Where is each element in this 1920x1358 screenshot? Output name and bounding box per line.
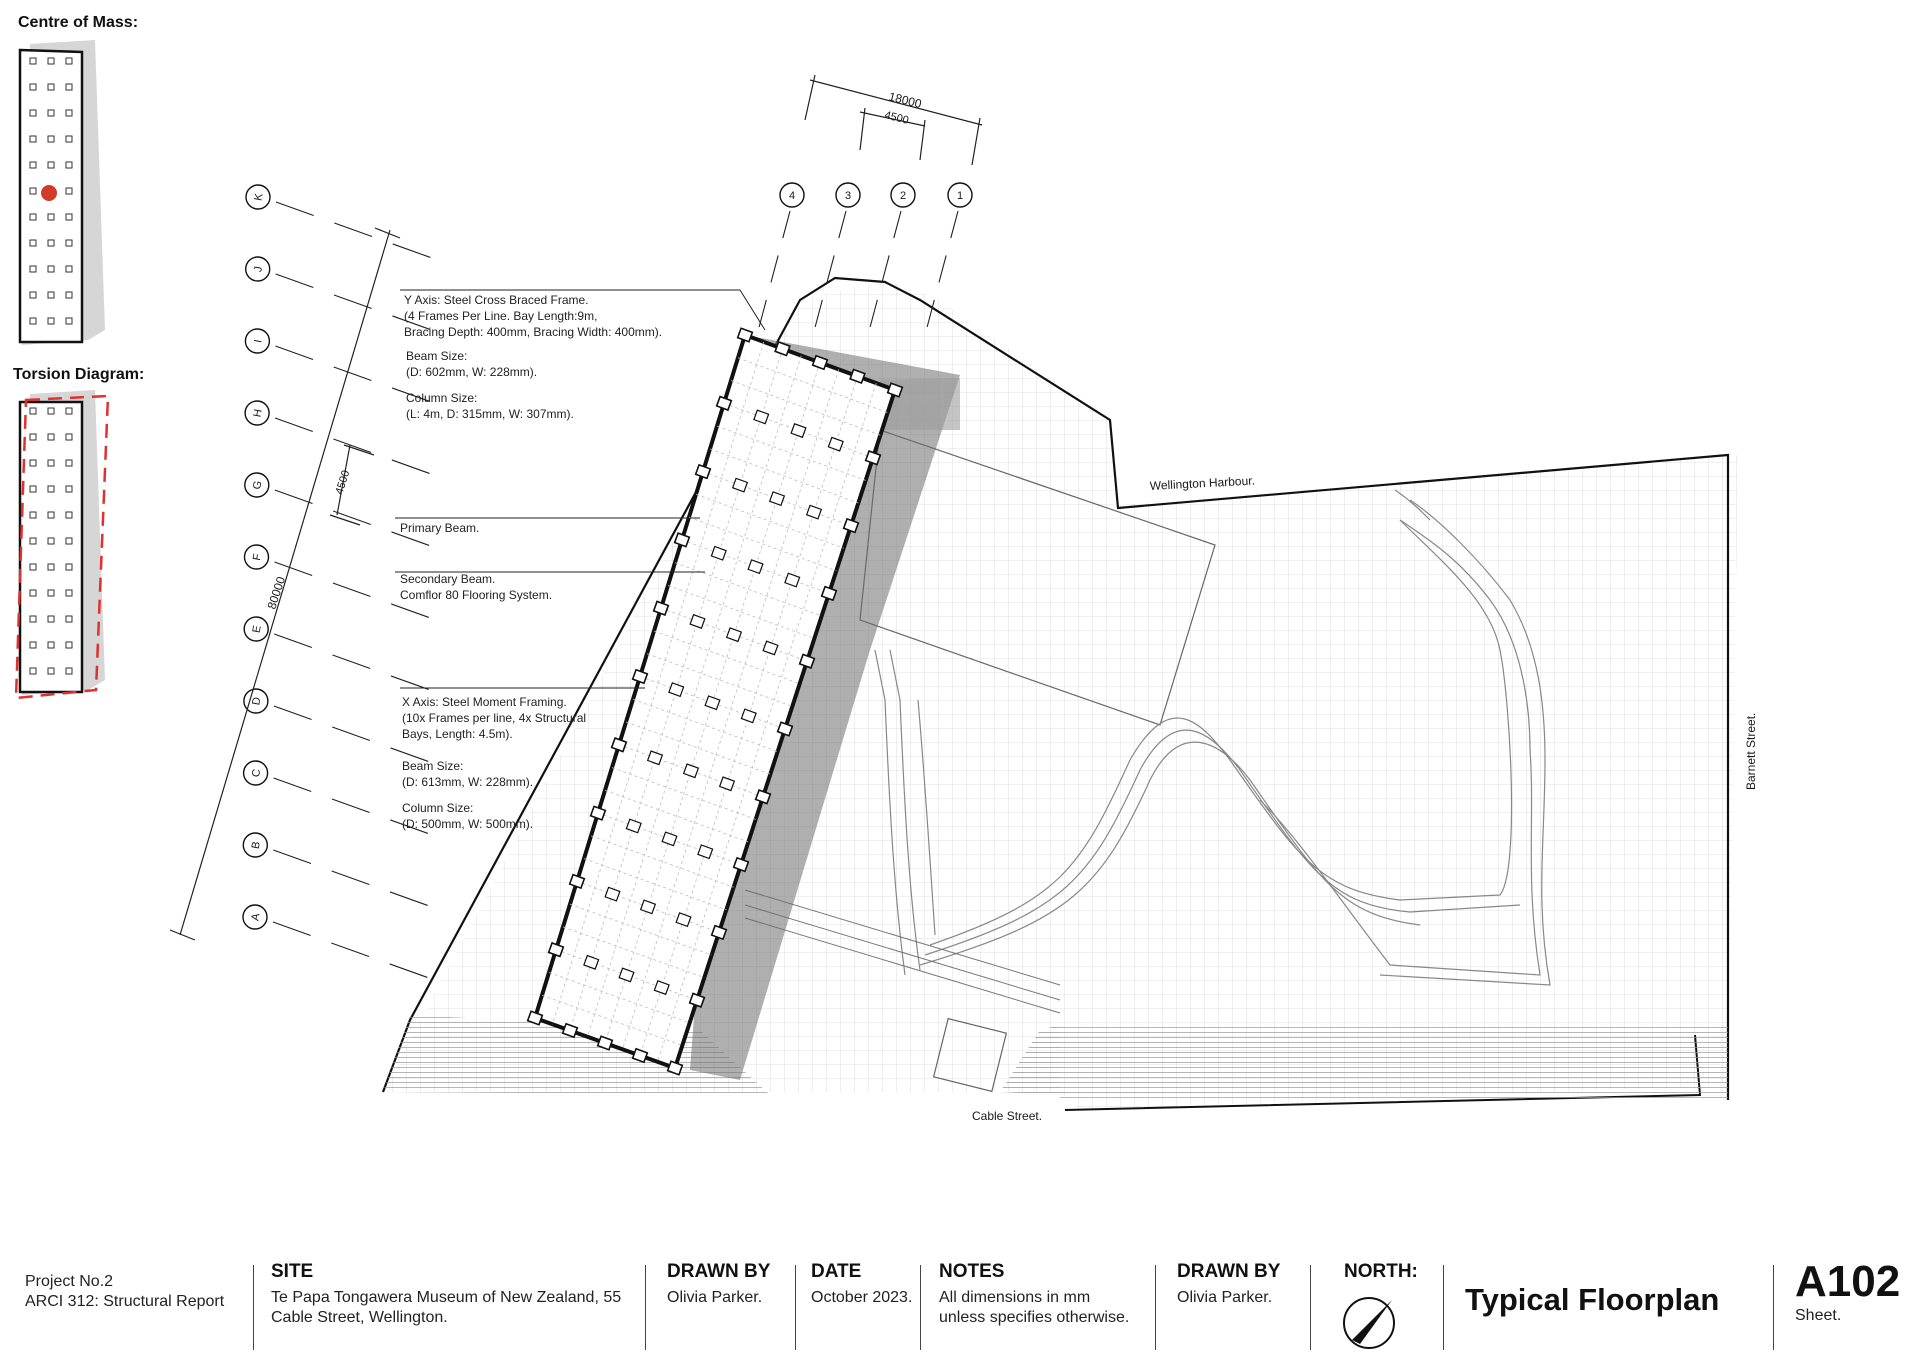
- tb-drawn-by-2: DRAWN BY Olivia Parker.: [1177, 1261, 1281, 1306]
- grid-dot: [30, 214, 36, 220]
- grid-letter-C: C: [249, 768, 264, 779]
- grid-dot: [66, 214, 72, 220]
- grid-number-2: 2: [899, 190, 907, 202]
- grid-dot: [30, 486, 36, 492]
- grid-letter-F: F: [250, 552, 264, 562]
- grid-dot: [30, 58, 36, 64]
- grid-letter-E: E: [250, 624, 264, 634]
- grid-letter-H: H: [251, 408, 265, 419]
- grid-dot: [30, 512, 36, 518]
- torsion-diagram-inset: [16, 390, 108, 698]
- grid-dot: [66, 408, 72, 414]
- grid-dot: [66, 162, 72, 168]
- note-column-size-1: Column Size: (L: 4m, D: 315mm, W: 307mm).: [406, 391, 574, 421]
- grid-dot: [30, 292, 36, 298]
- grid-dot: [48, 58, 54, 64]
- grid-dot: [30, 538, 36, 544]
- note-column-size-2: Column Size: (D: 500mm, W: 500mm).: [402, 801, 534, 831]
- dim-80000: 80000: [264, 574, 289, 611]
- grid-dot: [66, 616, 72, 622]
- grid-letter-B: B: [249, 840, 263, 850]
- grid-dot: [66, 318, 72, 324]
- grid-dot: [30, 564, 36, 570]
- grid-letter-G: G: [251, 479, 265, 491]
- grid-dot: [48, 616, 54, 622]
- grid-dot: [30, 240, 36, 246]
- grid-letter-I: I: [252, 338, 265, 344]
- centre-of-mass-marker: [41, 185, 57, 201]
- grid-letter-D: D: [250, 696, 264, 707]
- grid-dot: [48, 486, 54, 492]
- grid-dot: [66, 434, 72, 440]
- dim-4500-side: 4500: [333, 468, 353, 496]
- tb-drawn-by: DRAWN BY Olivia Parker.: [667, 1261, 771, 1306]
- grid-dot: [66, 460, 72, 466]
- grid-dot: [48, 136, 54, 142]
- grid-dot: [30, 408, 36, 414]
- tb-date: DATE October 2023.: [811, 1261, 913, 1306]
- note-secondary-beam: Secondary Beam. Comflor 80 Flooring System.: [400, 572, 553, 602]
- grid-number-4: 4: [788, 190, 796, 202]
- label-wellington-harbour: Wellington Harbour.: [1149, 473, 1256, 493]
- grid-dot: [48, 512, 54, 518]
- grid-dot: [48, 434, 54, 440]
- grid-letter-A: A: [249, 912, 263, 922]
- label-barnett-street: Barnett Street.: [1744, 712, 1758, 790]
- grid-dot: [66, 136, 72, 142]
- grid-dot: [48, 162, 54, 168]
- grid-dot: [48, 642, 54, 648]
- grid-dot: [48, 460, 54, 466]
- grid-dot: [66, 642, 72, 648]
- grid-dot: [48, 240, 54, 246]
- grid-dot: [48, 84, 54, 90]
- grid-dot: [66, 84, 72, 90]
- north-arrow-icon: [1344, 1298, 1394, 1348]
- centre-of-mass-inset: [20, 40, 105, 345]
- note-x-axis: X Axis: Steel Moment Framing. (10x Frames per line, 4x Structural Bays, Length: 4.5m).: [402, 695, 587, 741]
- dim-4500-top: 4500: [883, 109, 910, 127]
- grid-dot: [48, 590, 54, 596]
- grid-dot: [48, 318, 54, 324]
- grid-number-3: 3: [844, 190, 852, 202]
- grid-dot: [48, 214, 54, 220]
- tb-site: SITE Te Papa Tongawera Museum of New Zealand, 55 Cable Street, Wellington.: [271, 1261, 622, 1326]
- grid-dot: [30, 136, 36, 142]
- tb-sheet-title: Typical Floorplan: [1465, 1282, 1720, 1317]
- grid-dot: [66, 58, 72, 64]
- grid-dot: [66, 292, 72, 298]
- tb-project: Project No.2 ARCI 312: Structural Report: [25, 1273, 225, 1310]
- grid-dot: [48, 538, 54, 544]
- grid-dot: [48, 110, 54, 116]
- grid-dot: [66, 538, 72, 544]
- note-beam-size-2: Beam Size: (D: 613mm, W: 228mm).: [402, 759, 534, 789]
- grid-number-1: 1: [956, 190, 964, 202]
- grid-dot: [30, 590, 36, 596]
- grid-dot: [48, 292, 54, 298]
- grid-dot: [30, 266, 36, 272]
- grid-dot: [66, 668, 72, 674]
- grid-dot: [30, 460, 36, 466]
- grid-letter-J: J: [252, 265, 266, 273]
- note-primary-beam: Primary Beam.: [400, 521, 480, 535]
- tb-notes: NOTES All dimensions in mm unless specifies otherwise.: [939, 1261, 1130, 1326]
- grid-dot: [30, 110, 36, 116]
- grid-dot: [30, 434, 36, 440]
- grid-dot: [48, 564, 54, 570]
- grid-dot: [48, 668, 54, 674]
- grid-dot: [66, 240, 72, 246]
- grid-dot: [30, 162, 36, 168]
- grid-dot: [66, 110, 72, 116]
- grid-dot: [30, 616, 36, 622]
- label-cable-street: Cable Street.: [972, 1109, 1043, 1123]
- grid-dot: [30, 318, 36, 324]
- grid-dot: [30, 668, 36, 674]
- grid-dot: [30, 188, 36, 194]
- grid-dot: [66, 512, 72, 518]
- tb-sheet-number: A102 Sheet.: [1795, 1257, 1901, 1324]
- tb-north: NORTH:: [1344, 1261, 1418, 1282]
- grid-dot: [66, 590, 72, 596]
- grid-dot: [48, 408, 54, 414]
- grid-dot: [30, 642, 36, 648]
- grid-dot: [48, 266, 54, 272]
- grid-dot: [66, 188, 72, 194]
- dim-18000: 18000: [887, 89, 924, 111]
- note-beam-size-1: Beam Size: (D: 602mm, W: 228mm).: [406, 349, 538, 379]
- grid-dot: [30, 84, 36, 90]
- grid-dot: [66, 266, 72, 272]
- grid-dot: [66, 486, 72, 492]
- grid-dot: [66, 564, 72, 570]
- column: [738, 328, 753, 342]
- centre-of-mass-title: Centre of Mass:: [18, 14, 139, 31]
- torsion-diagram-title: Torsion Diagram:: [13, 366, 145, 383]
- grid-letter-K: K: [252, 192, 266, 202]
- note-y-axis: Y Axis: Steel Cross Braced Frame. (4 Frames Per Line. Bay Length:9m, Bracing Depth: 400mm, Bracing Width: 400mm).: [404, 293, 663, 339]
